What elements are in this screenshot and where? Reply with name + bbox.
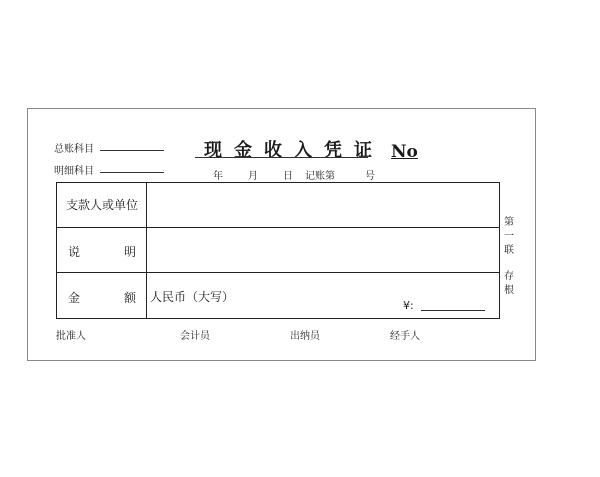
cashier-label: 出纳员: [290, 331, 320, 342]
stub-note: 存根: [504, 271, 514, 296]
general-ledger-field[interactable]: [100, 150, 164, 151]
date-month-label: 月: [248, 171, 258, 182]
voucher-number-label: No: [391, 142, 418, 162]
yen-label: ¥:: [403, 299, 414, 312]
voucher-title: 现金收入凭证: [204, 140, 384, 161]
amount-label-char1: 金: [68, 291, 81, 305]
general-ledger-label: 总账科目: [54, 144, 94, 155]
detail-ledger-field[interactable]: [100, 172, 164, 173]
description-field[interactable]: [147, 228, 499, 272]
entry-number-suffix: 号: [365, 171, 375, 182]
description-label-char2: 明: [124, 245, 137, 259]
entry-number-label: 记账第: [305, 171, 335, 182]
date-day-label: 日: [283, 171, 293, 182]
handler-label: 经手人: [390, 331, 420, 342]
rmb-uppercase-label: 人民币（大写）: [150, 290, 235, 304]
payer-label: 支款人或单位: [66, 198, 139, 212]
copy-number-note: 第一联: [504, 217, 514, 256]
description-label-char1: 说: [68, 245, 81, 259]
title-underline: [195, 157, 368, 158]
voucher-table: [56, 182, 500, 319]
approver-label: 批准人: [56, 331, 86, 342]
row-divider-2: [57, 272, 499, 273]
amount-numeric-field[interactable]: [421, 310, 485, 311]
accountant-label: 会计员: [180, 331, 210, 342]
payer-field[interactable]: [147, 183, 499, 227]
detail-ledger-label: 明细科目: [54, 166, 94, 177]
amount-label-char2: 额: [124, 291, 137, 305]
date-year-label: 年: [213, 171, 223, 182]
